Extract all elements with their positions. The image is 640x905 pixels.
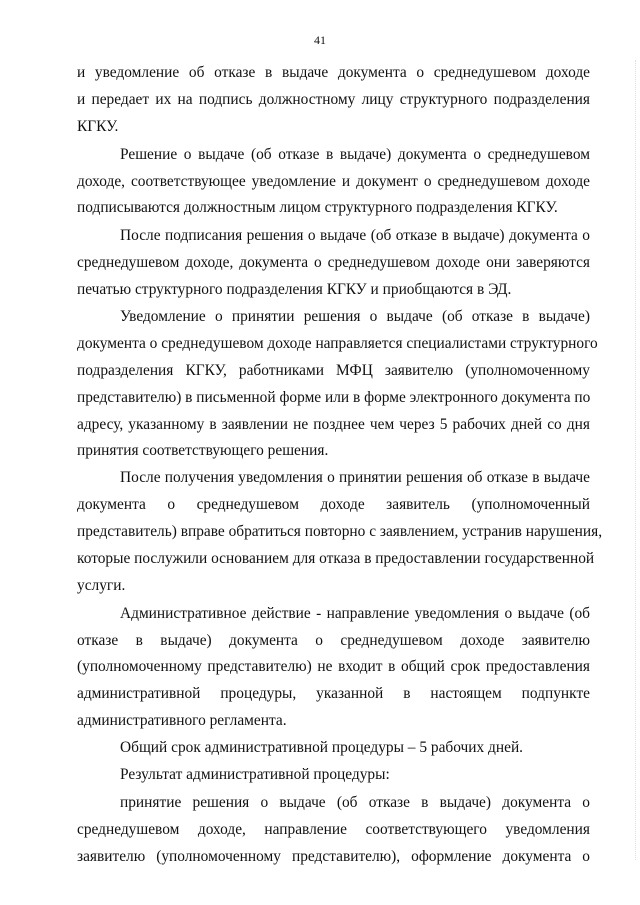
text-line: КГКУ. [77, 118, 119, 135]
text-line: документа о среднедушевом доходе заявитель (уполномоченный [77, 496, 590, 513]
text-line: подписываются должностным лицом структурного подразделения КГКУ. [77, 199, 558, 216]
text-line: среднедушевом доходе, направление соответствующего уведомления [77, 821, 590, 838]
text-line: и передает их на подпись должностному лицу структурного подразделения [77, 91, 590, 108]
text-line: услуги. [77, 577, 126, 594]
text-line: Общий срок административной процедуры – 5 рабочих дней. [120, 739, 524, 756]
text-line: Уведомление о принятии решения о выдаче (об отказе в выдаче) [120, 308, 590, 325]
scan-edge-marks [632, 60, 636, 860]
text-line: отказе в выдаче) документа о среднедушевом доходе заявителю [77, 632, 590, 649]
text-line: доходе, соответствующее уведомление и документ о среднедушевом доходе [77, 173, 590, 190]
text-line: (уполномоченному представителю) не входит в общий срок предоставления [77, 658, 590, 675]
text-line: Решение о выдаче (об отказе в выдаче) документа о среднедушевом [120, 146, 590, 163]
text-line: Результат административной процедуры: [120, 766, 390, 783]
text-line: административной процедуры, указанной в настоящем подпункте [77, 685, 590, 702]
text-line: административного регламента. [77, 712, 287, 729]
text-line: Административное действие - направление уведомления о выдаче (об [120, 605, 590, 622]
text-line: которые послужили основанием для отказа в предоставлении государственной [77, 550, 595, 567]
text-line: После подписания решения о выдаче (об отказе в выдаче) документа о [120, 227, 590, 244]
text-line: принятие решения о выдаче (об отказе в выдаче) документа о [120, 794, 590, 811]
text-line: После получения уведомления о принятии решения об отказе в выдаче [120, 469, 590, 486]
text-line: подразделения КГКУ, работниками МФЦ заявителю (уполномоченному [77, 362, 590, 379]
text-line: печатью структурного подразделения КГКУ и приобщаются в ЭД. [77, 281, 512, 298]
text-line: заявителю (уполномоченному представителю), оформление документа о [77, 848, 590, 865]
text-line: представитель) вправе обратиться повторно с заявлением, устранив нарушения, [77, 523, 603, 540]
text-line: документа о среднедушевом доходе направляется специалистами структурного [77, 335, 598, 352]
text-line: представителю) в письменной форме или в форме электронного документа по [77, 389, 591, 406]
text-line: принятия соответствующего решения. [77, 442, 329, 459]
text-line: и уведомление об отказе в выдаче документа о среднедушевом доходе [77, 64, 590, 81]
text-line: среднедушевом доходе, документа о среднедушевом доходе они заверяются [77, 254, 590, 271]
text-line: адресу, указанному в заявлении не позднее чем через 5 рабочих дней со дня [77, 416, 590, 433]
page-number: 41 [314, 33, 326, 47]
